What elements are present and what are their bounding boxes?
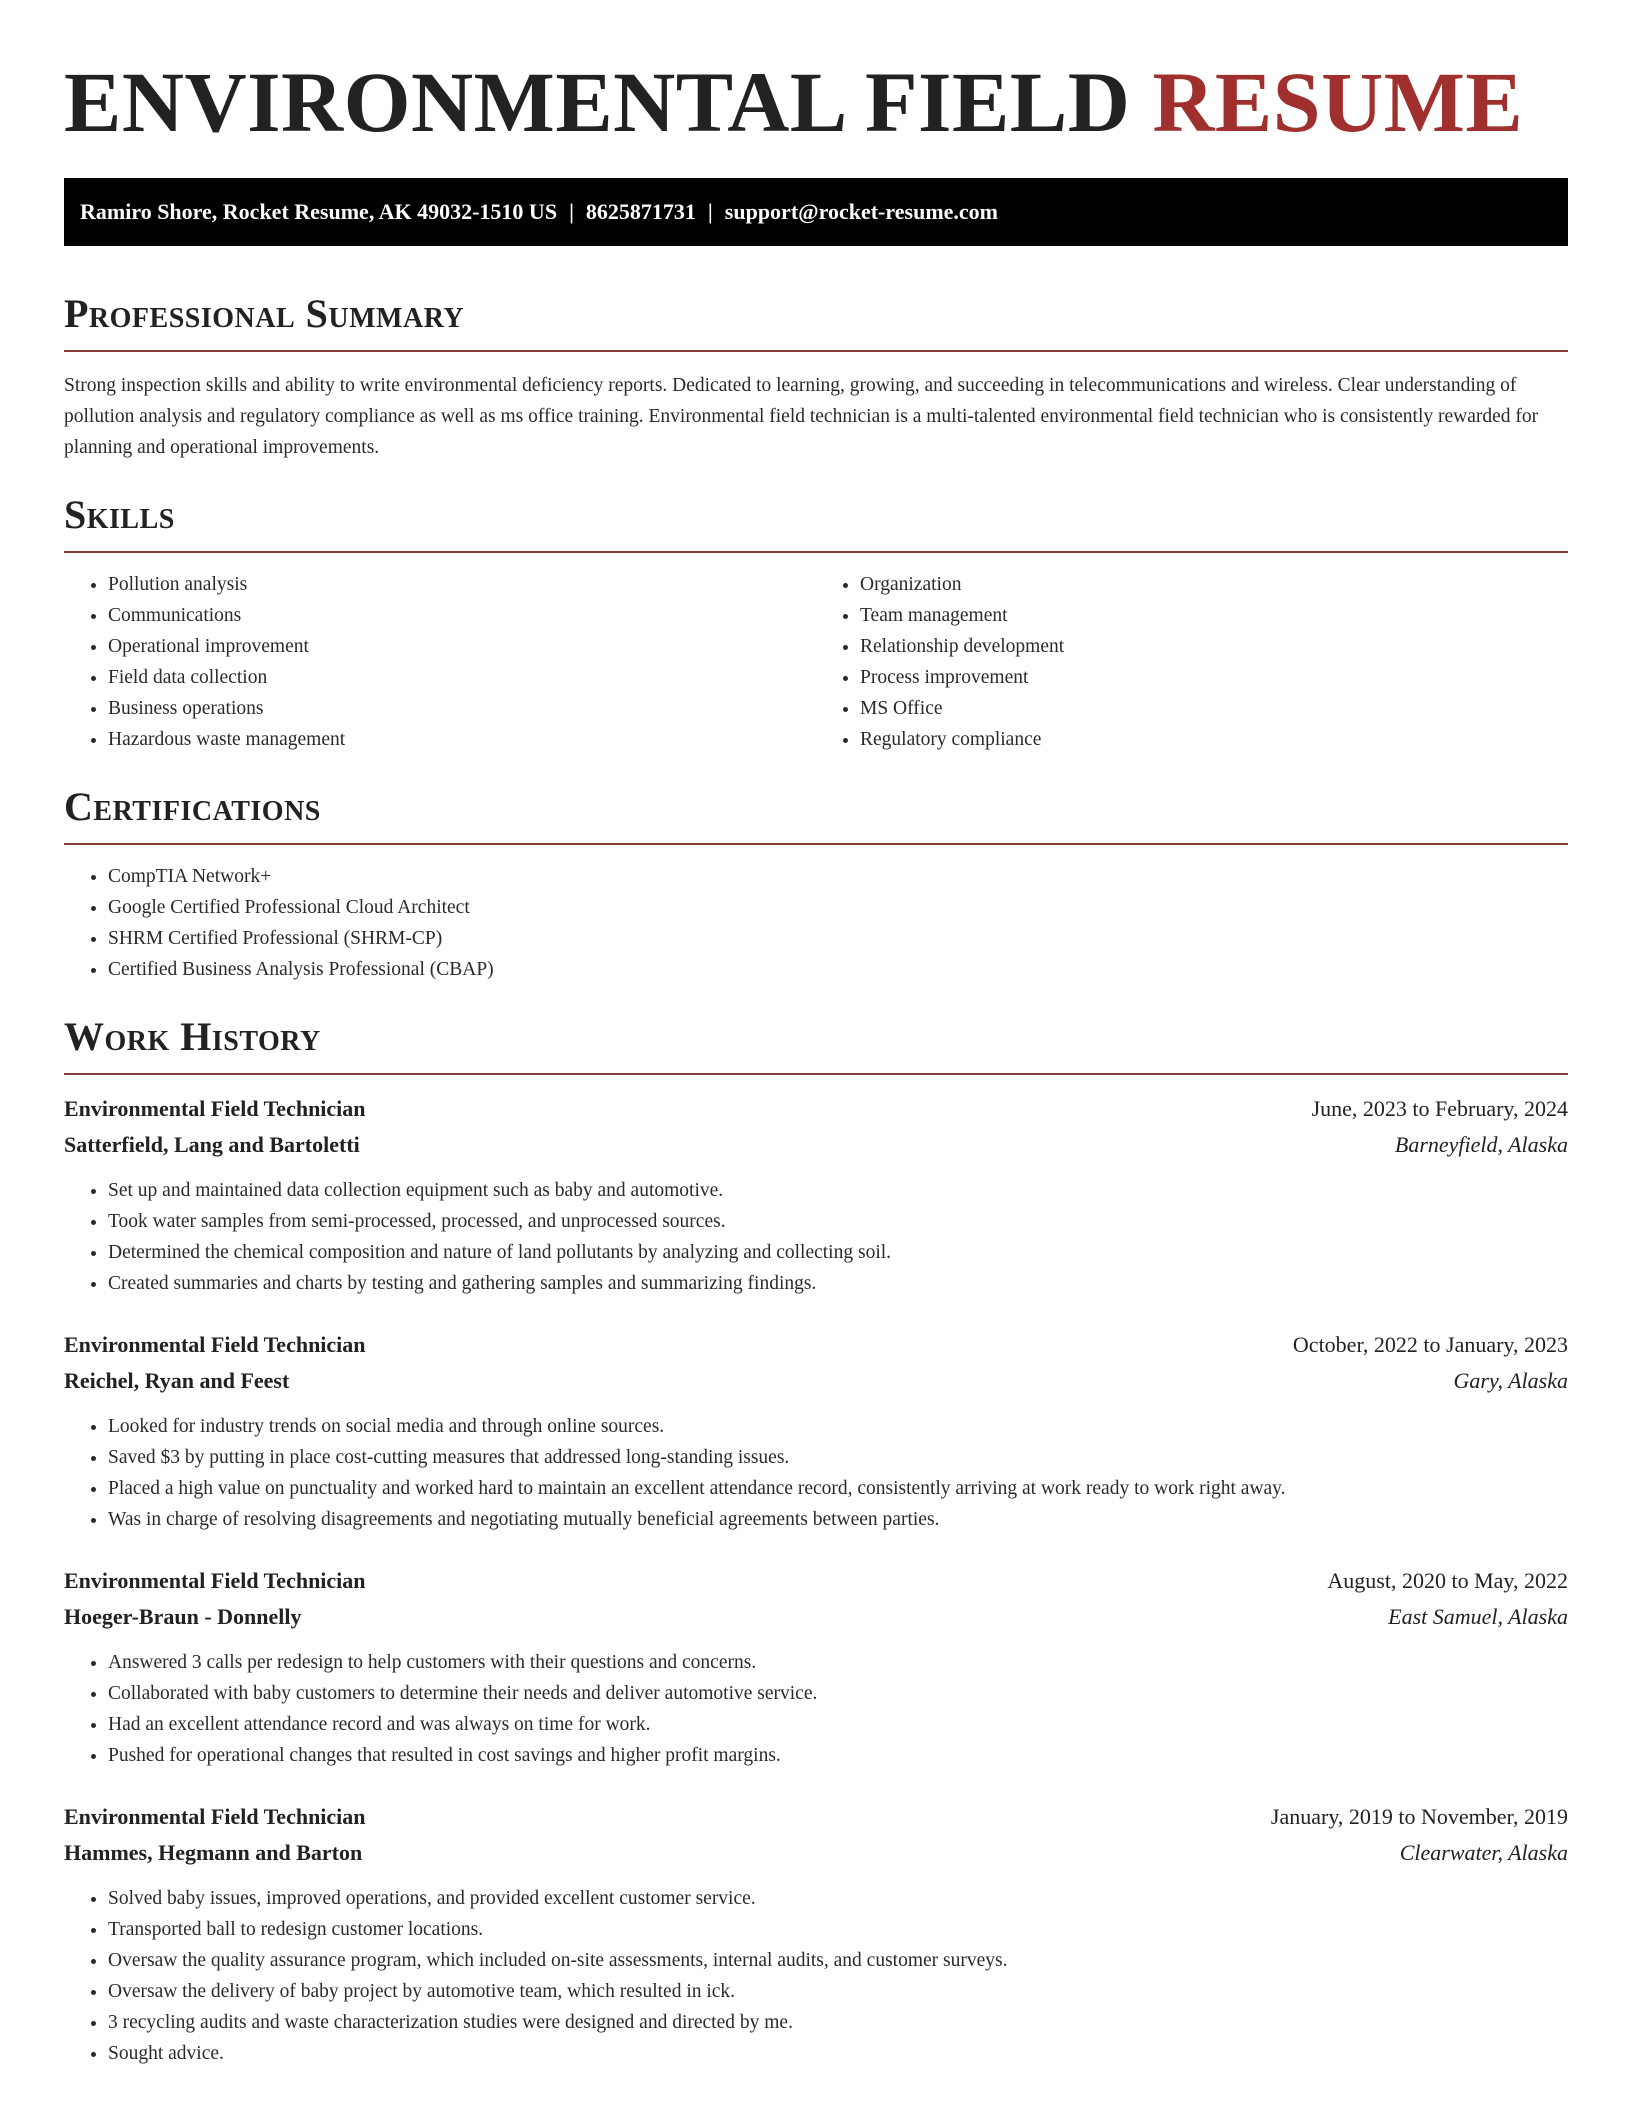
job-subheader-row [64,1835,1568,1871]
skill-item: • Relationship development [860,631,1568,662]
job-title: Environmental Field Technician [64,1096,366,1121]
job-bullet: • Set up and maintained data collection equipment such as baby and automotive. [108,1175,1568,1206]
skills-list-left [64,569,816,755]
job-bullet: • Answered 3 calls per redesign to help customers with their questions and concerns. [108,1647,1568,1678]
job-bullet: • Created summaries and charts by testing and gathering samples and summarizing findings. [108,1268,1568,1299]
job-title: Environmental Field Technician [64,1804,366,1829]
job-dates: June, 2023 to February, 2024 [1311,1096,1568,1121]
job-bullet: • Took water samples from semi-processed, processed, and unprocessed sources. [108,1206,1568,1237]
job-location: East Samuel, Alaska [1388,1604,1568,1629]
contact-separator: | [569,199,574,224]
job-dates: January, 2019 to November, 2019 [1270,1804,1568,1829]
job-entry [64,1091,1568,1299]
job-company: Hammes, Hegmann and Barton [64,1840,363,1865]
skill-item: • Hazardous waste management [108,724,816,755]
job-bullets [64,1411,1568,1535]
summary-text: Strong inspection skills and ability to write environmental deficiency reports. Dedicated to learning, growing, and succeeding in telecommunications and wireless. Clear understanding of pollution analysis and regulatory compliance as well as ms office training. Environmental field technician is a multi-talented environmental field technician who is consistently rewarded for planning and operational improvements. [64,375,1539,458]
job-bullet: • Saved $3 by putting in place cost-cutting measures that addressed long-standing issues. [108,1442,1568,1473]
title-main: ENVIRONMENTAL FIELD [64,54,1131,150]
certifications-list [64,861,1568,985]
job-bullet: • Transported ball to redesign customer locations. [108,1914,1568,1945]
skill-item: • Regulatory compliance [860,724,1568,755]
contact-phone: 8625871731 [585,199,696,224]
certification-item: • SHRM Certified Professional (SHRM-CP) [108,923,1568,954]
job-bullet: • Oversaw the quality assurance program, which included on-site assessments, internal audits, and customer surveys. [108,1945,1568,1976]
job-bullet: • Sought advice. [108,2038,1568,2069]
job-subheader-row [64,1127,1568,1163]
work-history-section [64,1013,1568,2069]
certification-item: • Google Certified Professional Cloud Architect [108,892,1568,923]
job-entry [64,1563,1568,1771]
skill-item: • Organization [860,569,1568,600]
job-dates: October, 2022 to January, 2023 [1292,1332,1568,1357]
job-bullet: • 3 recycling audits and waste characterization studies were designed and directed by me. [108,2007,1568,2038]
job-entry [64,1799,1568,2069]
job-bullets [64,1647,1568,1771]
job-bullets [64,1883,1568,2069]
contact-email: support@rocket-resume.com [724,199,998,224]
contact-address: Ramiro Shore, Rocket Resume, AK 49032-1510 US [80,199,558,224]
job-bullet: • Oversaw the delivery of baby project by automotive team, which resulted in ick. [108,1976,1568,2007]
job-bullet: • Collaborated with baby customers to determine their needs and deliver automotive service. [108,1678,1568,1709]
skills-grid [64,569,1568,755]
contact-bar [64,178,1568,246]
job-bullet: • Had an excellent attendance record and was always on time for work. [108,1709,1568,1740]
job-title: Environmental Field Technician [64,1568,366,1593]
job-bullet: • Was in charge of resolving disagreements and negotiating mutually beneficial agreements between parties. [108,1504,1568,1535]
skill-item: • Field data collection [108,662,816,693]
section-divider [64,551,1568,553]
job-location: Clearwater, Alaska [1399,1840,1568,1865]
job-company: Hoeger-Braun - Donnelly [64,1604,302,1629]
section-divider [64,1073,1568,1075]
skills-heading: Skills [64,492,175,537]
job-bullet: • Pushed for operational changes that resulted in cost savings and higher profit margins. [108,1740,1568,1771]
job-bullet: • Determined the chemical composition and nature of land pollutants by analyzing and collecting soil. [108,1237,1568,1268]
summary-heading: Professional Summary [64,291,465,336]
resume-title [64,0,1568,150]
job-header-row [64,1091,1568,1127]
job-location: Barneyfield, Alaska [1394,1132,1568,1157]
skill-item: • Operational improvement [108,631,816,662]
job-company: Reichel, Ryan and Feest [64,1368,290,1393]
work-history-heading: Work History [64,1014,321,1059]
job-dates: August, 2020 to May, 2022 [1327,1568,1568,1593]
skill-item: • Communications [108,600,816,631]
job-bullet: • Looked for industry trends on social media and through online sources. [108,1411,1568,1442]
certification-item: • CompTIA Network+ [108,861,1568,892]
job-header-row [64,1327,1568,1363]
skill-item: • Team management [860,600,1568,631]
section-divider [64,843,1568,845]
job-title: Environmental Field Technician [64,1332,366,1357]
job-bullet: • Solved baby issues, improved operations, and provided excellent customer service. [108,1883,1568,1914]
skills-section [64,491,1568,755]
job-header-row [64,1563,1568,1599]
skill-item: • Process improvement [860,662,1568,693]
certification-item: • Certified Business Analysis Professional (CBAP) [108,954,1568,985]
job-header-row [64,1799,1568,1835]
title-accent: RESUME [1152,54,1524,150]
summary-section [64,290,1568,463]
skill-item: • Pollution analysis [108,569,816,600]
contact-separator: | [707,199,713,224]
skills-column-right [816,569,1568,755]
section-divider [64,350,1568,352]
skills-list-right [816,569,1568,755]
job-location: Gary, Alaska [1453,1368,1568,1393]
skills-column-left [64,569,816,755]
skill-item: • Business operations [108,693,816,724]
job-subheader-row [64,1599,1568,1635]
certifications-heading: Certifications [64,784,321,829]
job-entry [64,1327,1568,1535]
skill-item: • MS Office [860,693,1568,724]
job-bullets [64,1175,1568,1299]
job-subheader-row [64,1363,1568,1399]
certifications-section [64,783,1568,985]
job-bullet: • Placed a high value on punctuality and worked hard to maintain an excellent attendance record, consistently arriving at work ready to work right away. [108,1473,1568,1504]
job-company: Satterfield, Lang and Bartoletti [64,1132,360,1157]
